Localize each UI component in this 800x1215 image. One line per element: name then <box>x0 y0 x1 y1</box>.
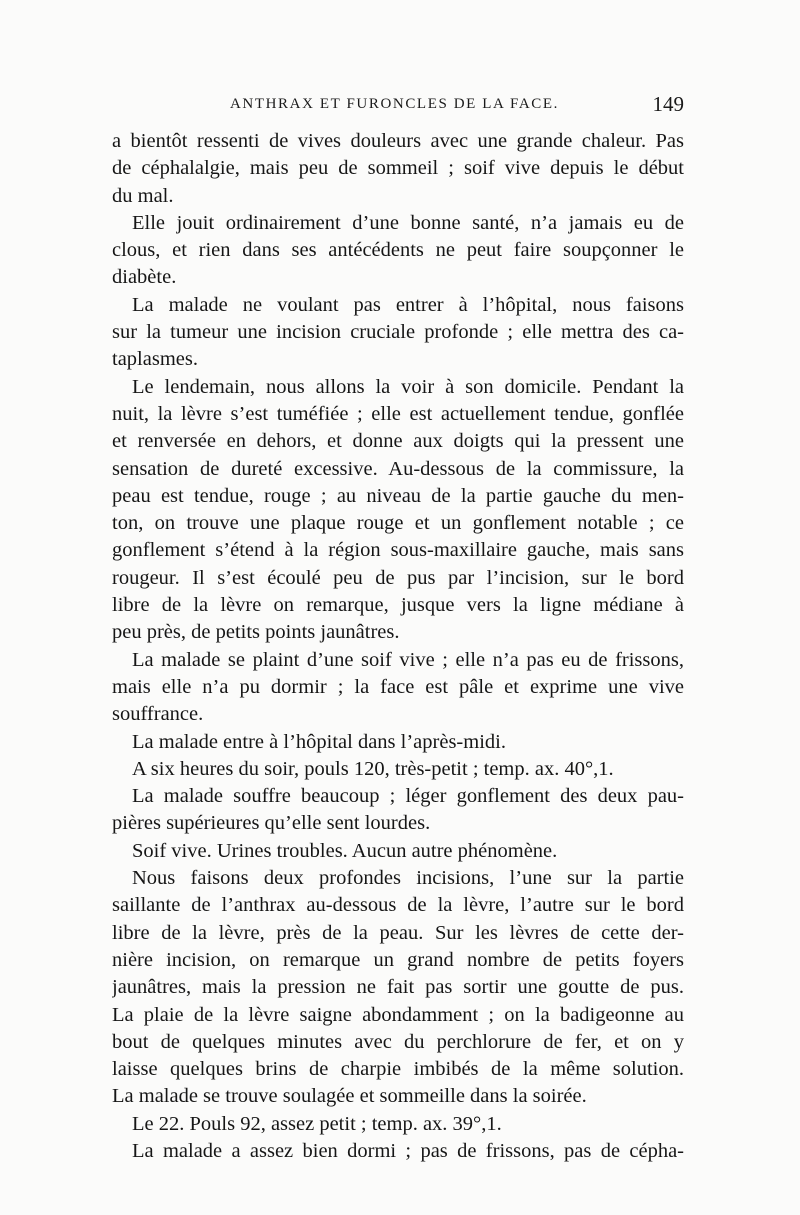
text-line: de céphalalgie, mais peu de sommeil ; soif vive depuis le début <box>112 157 684 180</box>
text-line: La plaie de la lèvre saigne abondamment ; on la badigeonne au <box>112 1003 684 1026</box>
text-line: a bientôt ressenti de vives douleurs avec une grande chaleur. Pas <box>112 130 684 152</box>
text-line: et renversée en dehors, et donne aux doigts qui la pressent une <box>112 430 684 453</box>
text-line: Elle jouit ordinairement d’une bonne santé, n’a jamais eu de <box>132 211 684 234</box>
text-line: nière incision, on remarque un grand nombre de petits foyers <box>112 948 684 971</box>
text-line: libre de la lèvre, près de la peau. Sur les lèvres de cette der- <box>112 921 684 944</box>
text-line: La malade se plaint d’une soif vive ; elle n’a pas eu de frissons, <box>132 648 684 671</box>
running-title: ANTHRAX ET FURONCLES DE LA FACE. <box>230 96 559 112</box>
text-line: gonflement s’étend à la région sous-maxillaire gauche, mais sans <box>112 539 684 562</box>
text-line: Nous faisons deux profondes incisions, l’une sur la partie <box>132 867 684 890</box>
text-line: peau est tendue, rouge ; au niveau de la partie gauche du men- <box>112 484 684 507</box>
text-line: Le lendemain, nous allons la voir à son domicile. Pendant la <box>132 375 684 398</box>
text-line: rougeur. Il s’est écoulé peu de pus par l’incision, sur le bord <box>112 566 684 589</box>
text-line: libre de la lèvre on remarque, jusque vers la ligne médiane à <box>112 594 684 617</box>
text-line: La malade se trouve soulagée et sommeille dans la soirée. <box>112 1085 587 1108</box>
body-text <box>112 128 684 1165</box>
text-line: jaunâtres, mais la pression ne fait pas sortir une goutte de pus. <box>112 976 684 999</box>
text-line: La malade a assez bien dormi ; pas de frissons, pas de cépha- <box>132 1139 684 1162</box>
text-line: du mal. <box>112 184 174 207</box>
text-line: nuit, la lèvre s’est tuméfiée ; elle est actuellement tendue, gonflée <box>112 402 684 425</box>
text-line: souffrance. <box>112 703 204 726</box>
text-line: taplasmes. <box>112 348 198 371</box>
page-number: 149 <box>652 92 684 116</box>
text-line: bout de quelques minutes avec du perchlorure de fer, et on y <box>112 1030 684 1053</box>
text-line: sensation de dureté excessive. Au-dessous de la commissure, la <box>112 457 684 480</box>
text-line: saillante de l’anthrax au-dessous de la lèvre, l’autre sur le bord <box>112 894 684 917</box>
text-line: Le 22. Pouls 92, assez petit ; temp. ax. 39°,1. <box>132 1112 502 1135</box>
text-line: La malade souffre beaucoup ; léger gonflement des deux pau- <box>132 785 684 808</box>
page-header <box>112 92 684 118</box>
text-line: sur la tumeur une incision cruciale profonde ; elle mettra des ca- <box>112 321 684 344</box>
text-line: peu près, de petits points jaunâtres. <box>112 621 400 644</box>
text-line: pières supérieures qu’elle sent lourdes. <box>112 812 431 835</box>
text-line: A six heures du soir, pouls 120, très-petit ; temp. ax. 40°,1. <box>132 757 614 780</box>
text-line: Soif vive. Urines troubles. Aucun autre phénomène. <box>132 839 558 862</box>
text-line: laisse quelques brins de charpie imbibés de la même solution. <box>112 1058 684 1081</box>
text-line: ton, on trouve une plaque rouge et un gonflement notable ; ce <box>112 512 684 535</box>
text-line: La malade ne voulant pas entrer à l’hôpital, nous faisons <box>132 293 684 316</box>
text-line: mais elle n’a pu dormir ; la face est pâle et exprime une vive <box>112 675 684 698</box>
text-line: clous, et rien dans ses antécédents ne peut faire soupçonner le <box>112 239 684 262</box>
text-line: diabète. <box>112 266 177 289</box>
text-line: La malade entre à l’hôpital dans l’après-midi. <box>132 730 506 753</box>
